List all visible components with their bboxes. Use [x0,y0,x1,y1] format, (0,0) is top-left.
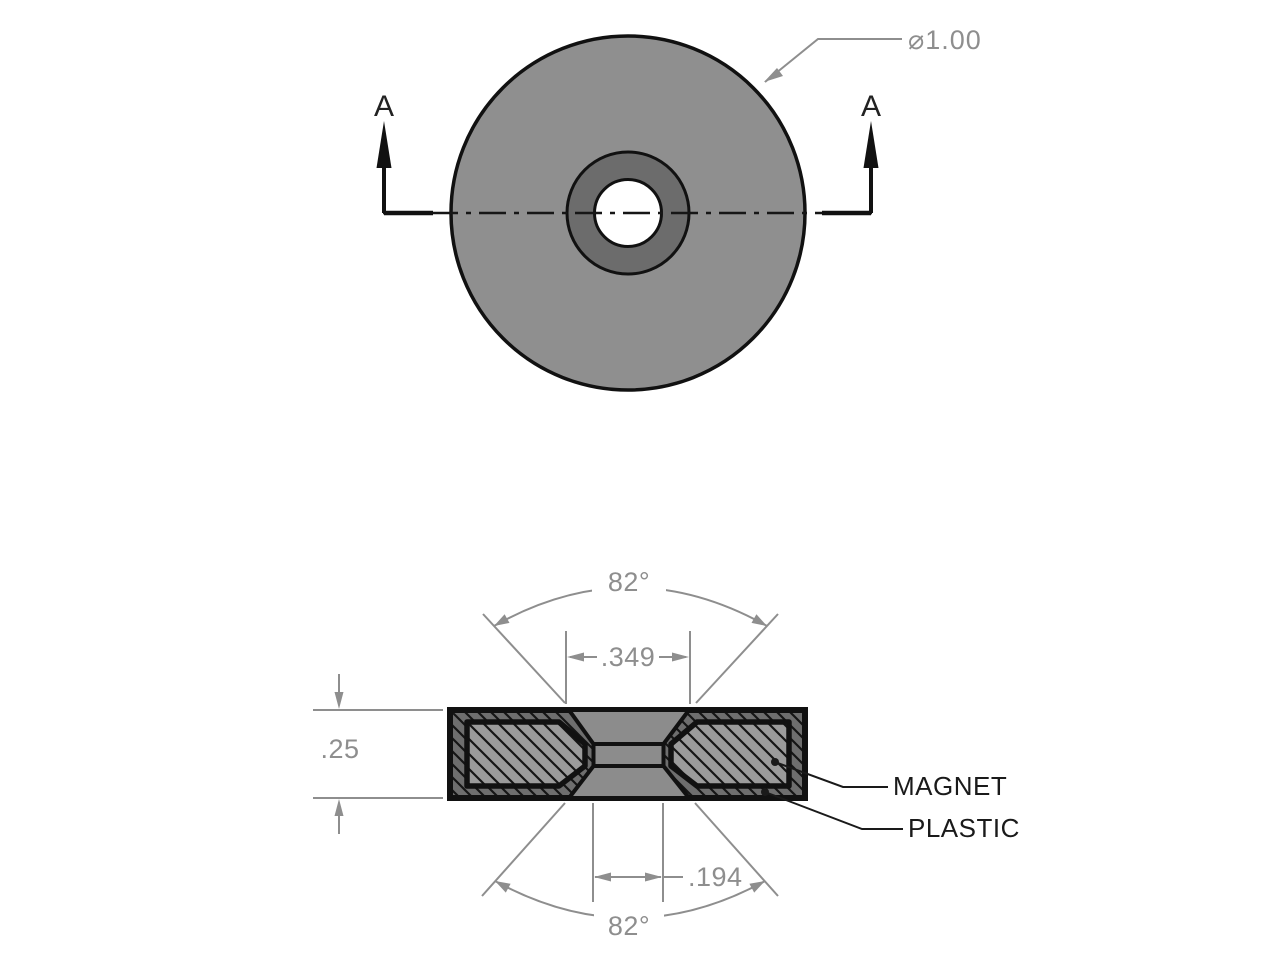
magnet-label: MAGNET [893,771,1008,801]
section-label-left: A [373,90,395,123]
plastic-label: PLASTIC [908,813,1020,843]
magnet-left [467,722,585,786]
hole-bore [594,744,664,766]
dim-thickness-text: .25 [320,734,360,764]
dim-194-text: .194 [688,862,743,892]
section-label-right: A [860,90,882,123]
dim-349-text: .349 [600,642,656,672]
magnet-leader-dot [771,758,779,766]
magnet-right [671,722,789,786]
dim-angle-bottom-text: 82° [607,911,651,941]
diameter-callout: ⌀1.00 [908,25,982,55]
dim-angle-top-text: 82° [607,567,651,597]
plastic-leader-dot [761,788,769,796]
